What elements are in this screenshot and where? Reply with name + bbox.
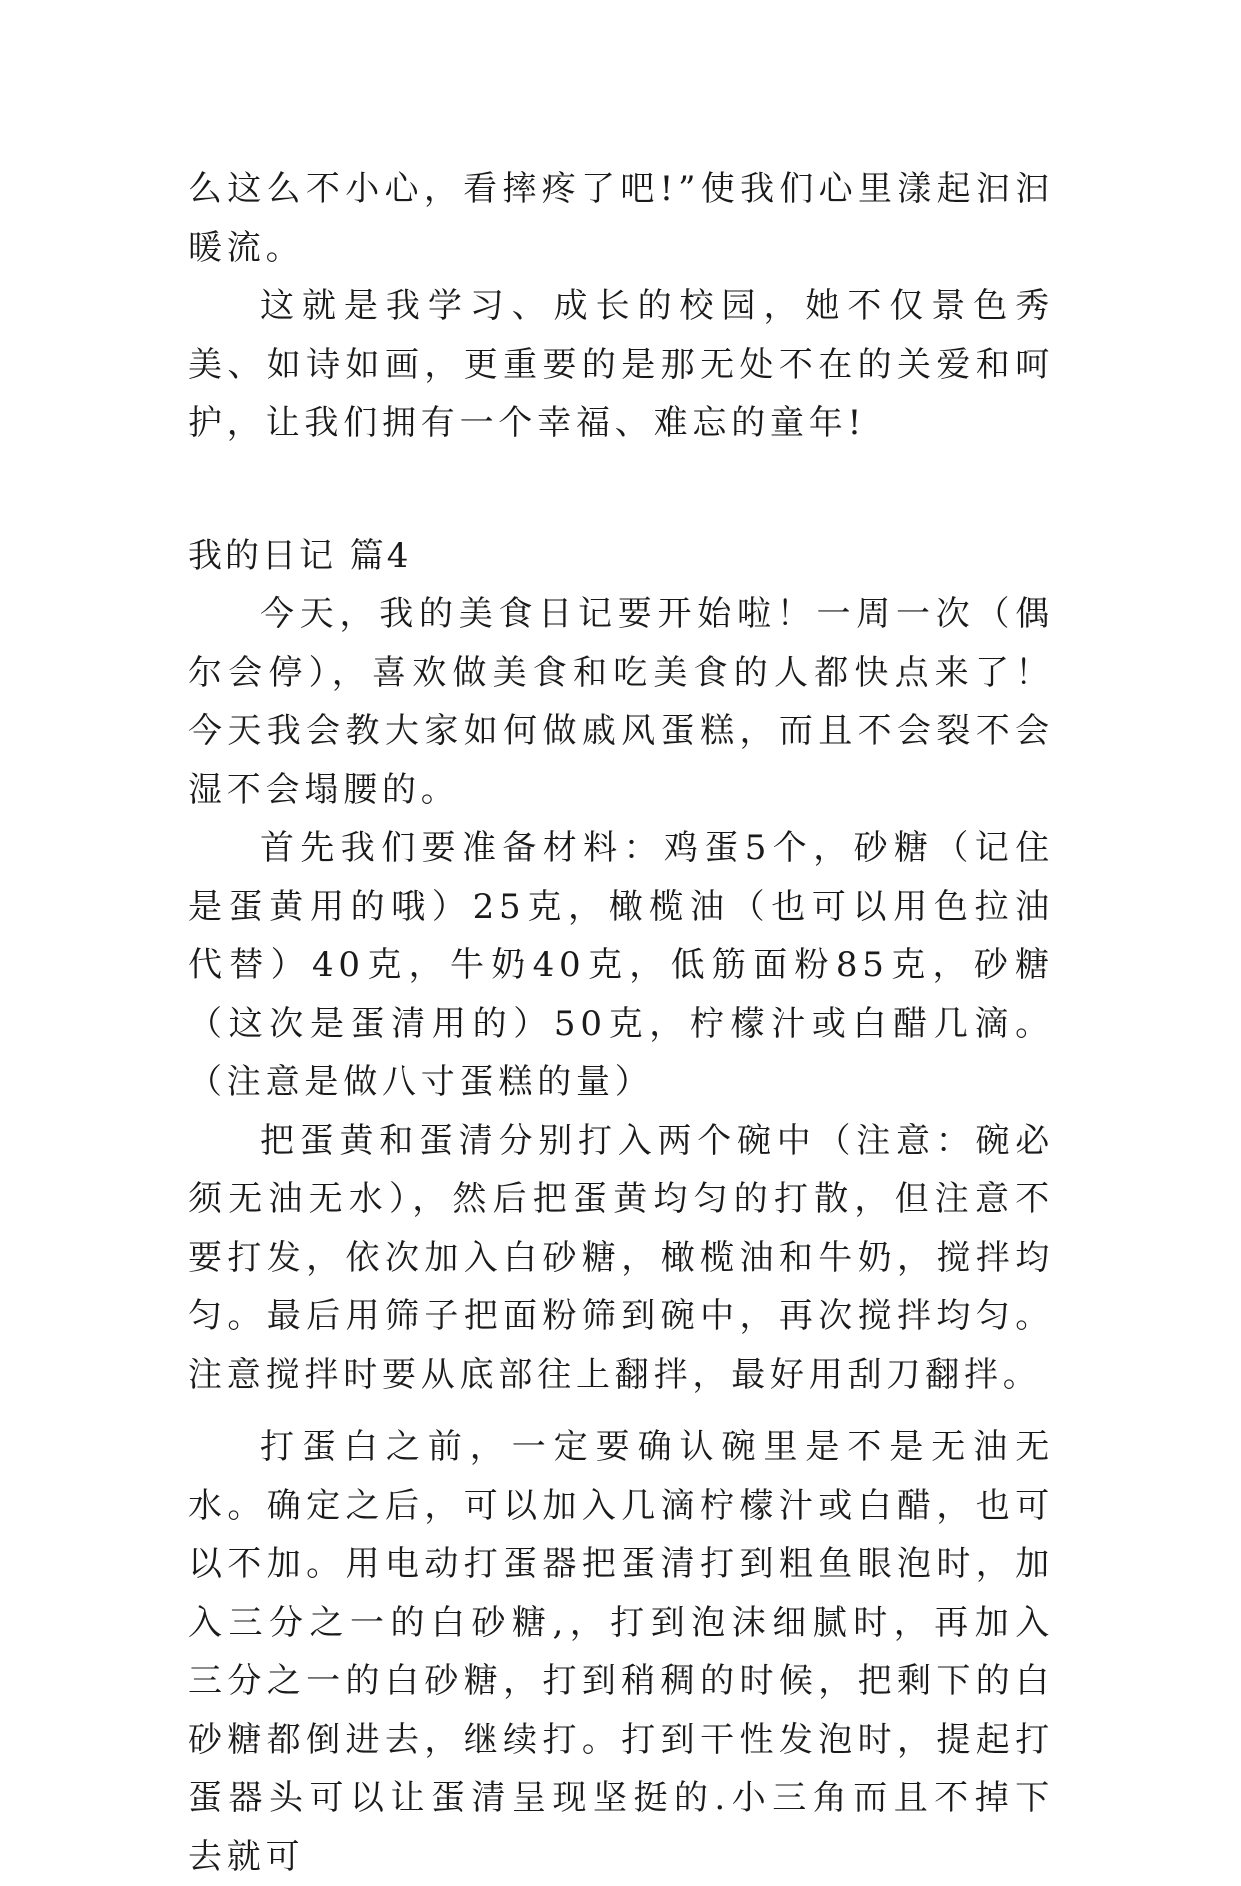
paragraph-ingredients: 首先我们要准备材料：鸡蛋5个，砂糖（记住是蛋黄用的哦）25克，橄榄油（也可以用色拉油代替）40克，牛奶40克，低筋面粉85克，砂糖（这次是蛋清用的）50克，柠檬汁或白醋几滴。（注意是做八寸蛋糕的量） bbox=[188, 828, 1054, 1102]
paragraph-campus-conclusion: 这就是我学习、成长的校园，她不仅景色秀美、如诗如画，更重要的是那无处不在的关爱和呵护，让我们拥有一个幸福、难忘的童年! bbox=[188, 286, 1054, 443]
paragraph-egg-white-whipping: 打蛋白之前，一定要确认碗里是不是无油无水。确定之后，可以加入几滴柠檬汁或白醋，也可以不加。用电动打蛋器把蛋清打到粗鱼眼泡时，加入三分之一的白砂糖,，打到泡沫细腻时，再加入三分之一的白砂糖，打到稍稠的时候，把剩下的白砂糖都倒进去，继续打。打到干性发泡时，提起打蛋器头可以让蛋清呈现坚挺的.小三角而且不掉下去就可 bbox=[188, 1427, 1054, 1877]
paragraph-yolk-mixing: 把蛋黄和蛋清分别打入两个碗中（注意：碗必须无油无水），然后把蛋黄均匀的打散，但注意不要打发，依次加入白砂糖，橄榄油和牛奶，搅拌均匀。最后用筛子把面粉筛到碗中，再次搅拌均匀。注意搅拌时要从底部往上翻拌，最好用刮刀翻拌。 bbox=[188, 1120, 1054, 1395]
paragraph-intro: 今天，我的美食日记要开始啦！一周一次（偶尔会停），喜欢做美食和吃美食的人都快点来了！今天我会教大家如何做戚风蛋糕，而且不会裂不会湿不会塌腰的。 bbox=[188, 594, 1054, 810]
paragraph-continued: 么这么不小心，看摔疼了吧!”使我们心里漾起汩汩暖流。 bbox=[188, 169, 1054, 268]
section-title: 我的日记 篇4 bbox=[188, 535, 412, 576]
document-body bbox=[188, 160, 1054, 1886]
